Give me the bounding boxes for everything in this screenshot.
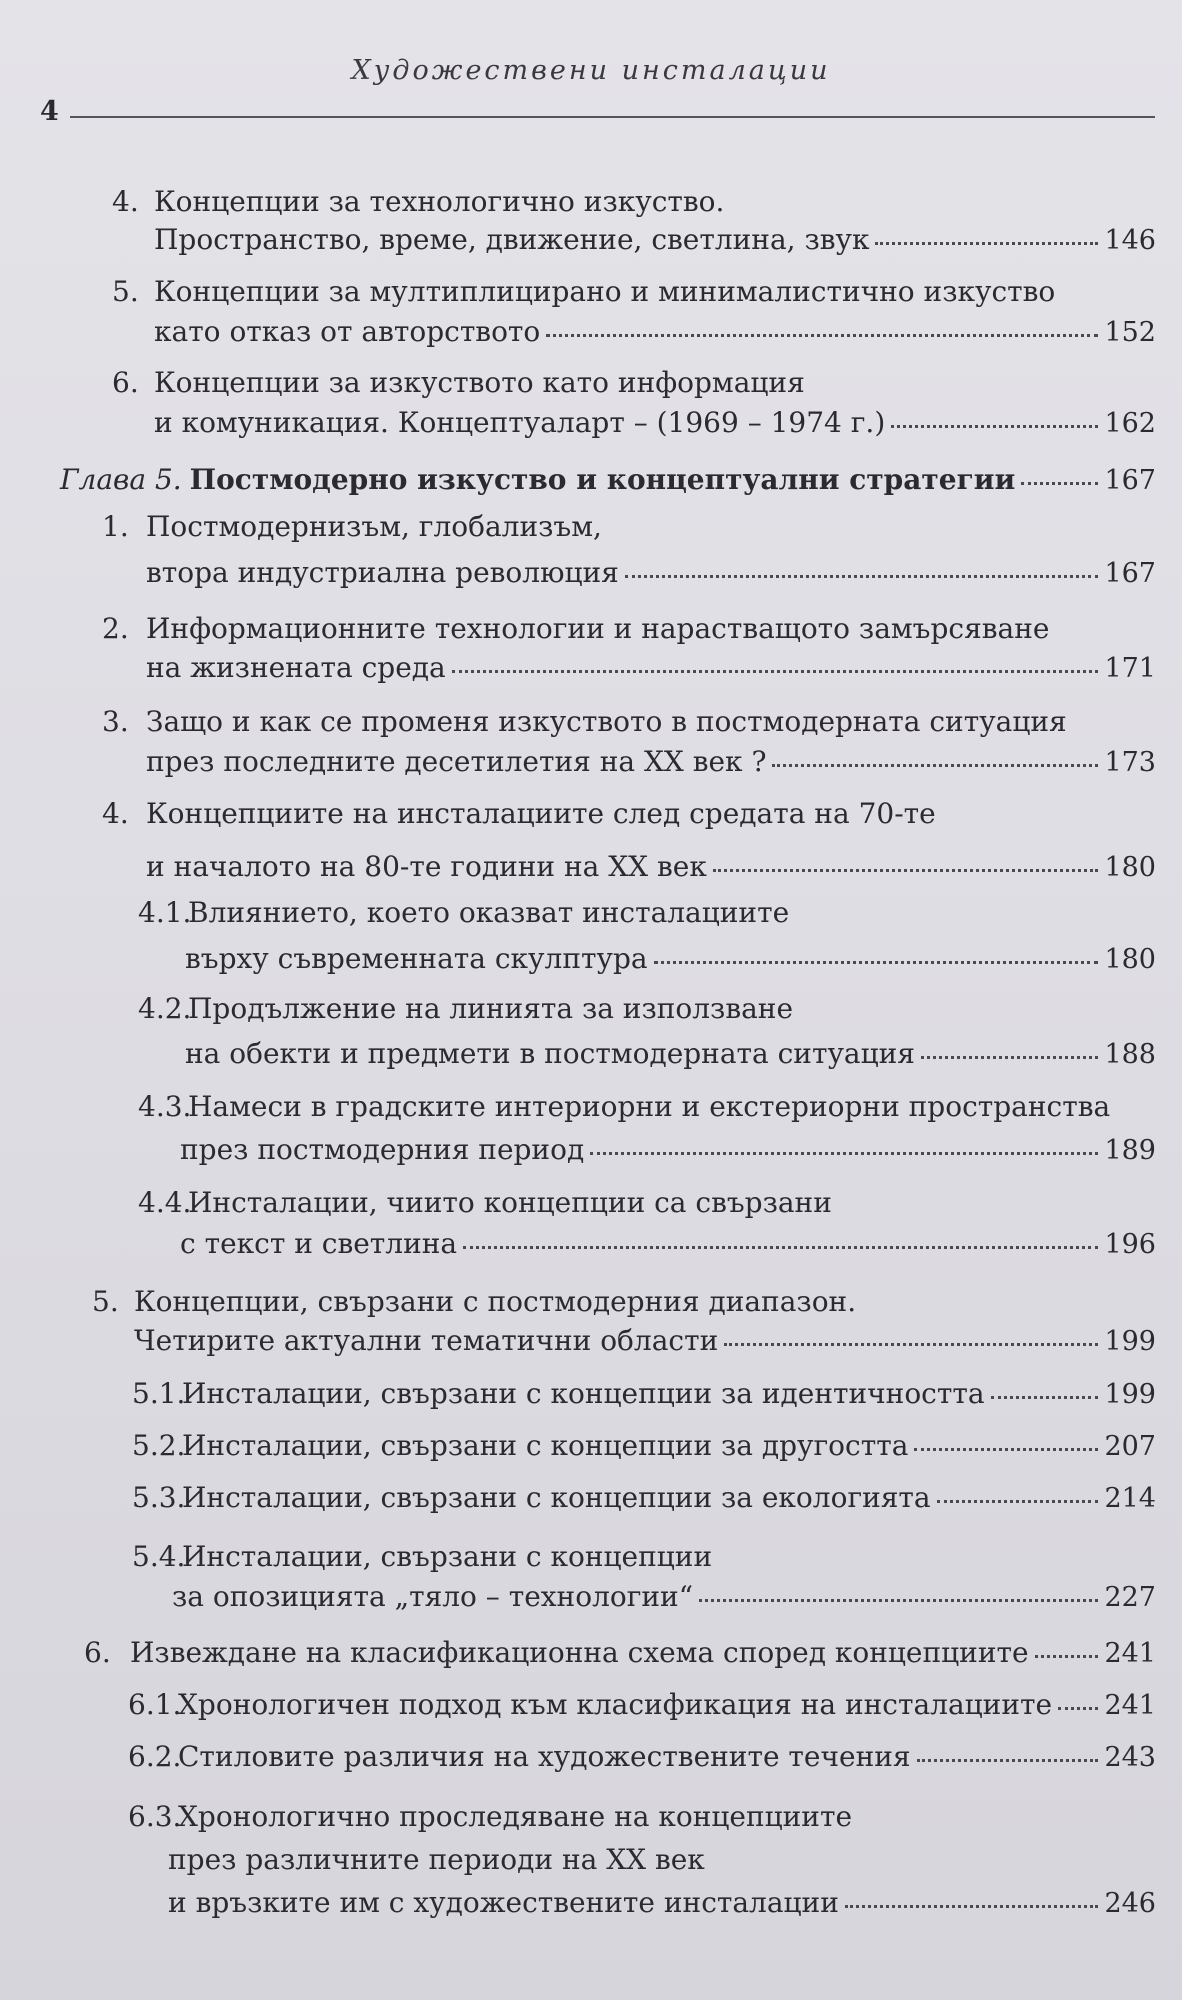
toc-entry-title: Концепции за мултиплицирано и минималистично изкуство — [154, 275, 1056, 308]
toc-subsection-4-3-continued — [180, 1133, 1156, 1168]
toc-section-1-continued — [146, 556, 1156, 591]
toc-entry-title: Инсталации, свързани с концепции за другостта — [182, 1429, 909, 1462]
dot-leader — [937, 1500, 1099, 1503]
dot-leader — [917, 1759, 1099, 1762]
toc-entry-number: 4. — [112, 185, 139, 218]
toc-subsection-5-4-continued — [172, 1580, 1156, 1615]
toc-subsection-4-2 — [138, 992, 793, 1026]
toc-subsection-6-3-continued-2 — [168, 1886, 1156, 1921]
toc-page-number: 207 — [1104, 1431, 1156, 1462]
toc-entry-title: Инсталации, свързани с концепции за идентичността — [182, 1377, 985, 1410]
toc-entry-title: върху съвременната скулптура — [185, 942, 648, 975]
dot-leader — [546, 334, 1098, 337]
toc-entry-4-continued — [154, 223, 1156, 258]
toc-entry-4 — [112, 185, 724, 219]
toc-subsection-4-4 — [138, 1186, 832, 1220]
dot-leader — [914, 1448, 1098, 1451]
header-rule — [70, 116, 1155, 118]
toc-subsection-5-4 — [132, 1540, 712, 1574]
toc-page-number: 196 — [1104, 1229, 1156, 1260]
dot-leader — [724, 1343, 1098, 1346]
toc-entry-title: Концепции за изкуството като информация — [154, 366, 805, 399]
toc-entry-title: и началото на 80-те години на XX век — [146, 850, 707, 883]
toc-entry-number: 5. — [92, 1285, 119, 1318]
toc-entry-title: Стиловите различия на художествените течения — [178, 1740, 911, 1773]
toc-page-number: 167 — [1104, 558, 1156, 589]
page-number: 4 — [40, 96, 59, 127]
toc-entry-title: и комуникация. Концептуаларт – (1969 – 1974 г.) — [154, 406, 886, 439]
toc-page-number: 180 — [1104, 944, 1156, 975]
toc-subsection-5-3 — [132, 1481, 1156, 1516]
toc-entry-title: през последните десетилетия на XX век ? — [146, 745, 767, 778]
toc-entry-number: 2. — [102, 612, 129, 645]
toc-page-number: 189 — [1104, 1135, 1156, 1166]
toc-page-number: 199 — [1104, 1379, 1156, 1410]
toc-entry-title: на обекти и предмети в постмодерната ситуация — [185, 1037, 915, 1070]
toc-entry-title: Хронологично проследяване на концепциите — [178, 1800, 853, 1833]
toc-entry-title: Извеждане на класификационна схема според концепциите — [130, 1636, 1029, 1669]
toc-entry-5 — [112, 275, 1055, 309]
toc-section-1 — [102, 510, 602, 544]
toc-entry-title: Защо и как се променя изкуството в постмодерната ситуация — [146, 705, 1067, 738]
toc-subsection-4-3 — [138, 1090, 1110, 1124]
toc-entry-title: Инсталации, свързани с концепции — [182, 1540, 713, 1573]
toc-entry-title: Информационните технологии и нарастващото замърсяване — [146, 612, 1050, 645]
dot-leader — [1021, 482, 1098, 485]
toc-entry-number: 6.3. — [128, 1800, 182, 1833]
toc-entry-title: Влиянието, което оказват инсталациите — [188, 896, 790, 929]
toc-section-4 — [102, 797, 936, 831]
dot-leader — [1058, 1707, 1098, 1710]
toc-subsection-5-2 — [132, 1429, 1156, 1464]
toc-section-5-continued — [134, 1324, 1156, 1359]
toc-page-number: 171 — [1104, 653, 1156, 684]
toc-entry-6-continued — [154, 406, 1156, 441]
dot-leader — [991, 1396, 1099, 1399]
toc-subsection-6-1 — [128, 1688, 1156, 1723]
toc-entry-title: втора индустриална революция — [146, 556, 619, 589]
toc-entry-title: Четирите актуални тематични области — [134, 1324, 719, 1357]
toc-entry-title: Концепции за технологично изкуство. — [154, 185, 725, 218]
toc-section-4-continued — [146, 850, 1156, 885]
toc-page-number: 188 — [1104, 1039, 1156, 1070]
toc-page-number: 146 — [1104, 225, 1156, 256]
toc-entry-6 — [112, 366, 805, 400]
dot-leader — [921, 1056, 1098, 1059]
dot-leader — [845, 1905, 1099, 1908]
toc-section-2 — [102, 612, 1049, 646]
toc-entry-number: 5.1. — [132, 1377, 186, 1410]
chapter-title: Постмодерно изкуство и концептуални стратегии — [189, 463, 1016, 496]
toc-page-number: 180 — [1104, 852, 1156, 883]
toc-entry-title: Инсталации, свързани с концепции за екологията — [182, 1481, 931, 1514]
toc-entry-number: 4.1. — [138, 896, 192, 929]
toc-entry-title: на жизнената среда — [146, 651, 446, 684]
toc-entry-number: 6.2. — [128, 1740, 182, 1773]
toc-entry-number: 5.4. — [132, 1540, 186, 1573]
dot-leader — [713, 869, 1099, 872]
toc-entry-title: Постмодернизъм, глобализъм, — [146, 510, 602, 543]
dot-leader — [875, 242, 1098, 245]
toc-chapter-5 — [60, 463, 1156, 498]
toc-subsection-4-1 — [138, 896, 789, 930]
toc-entry-number: 4.2. — [138, 992, 192, 1025]
toc-entry-title: Концепции, свързани с постмодерния диапазон. — [134, 1285, 857, 1318]
toc-subsection-6-3 — [128, 1800, 852, 1834]
toc-page-number: 241 — [1104, 1638, 1156, 1669]
toc-entry-title: Продължение на линията за използване — [188, 992, 794, 1025]
toc-subsection-6-2 — [128, 1740, 1156, 1775]
toc-section-6 — [84, 1636, 1156, 1671]
toc-section-5 — [92, 1285, 856, 1319]
toc-entry-number: 1. — [102, 510, 129, 543]
running-title: Художествени инсталации — [351, 55, 831, 86]
toc-entry-number: 5.2. — [132, 1429, 186, 1462]
toc-entry-title: Хронологичен подход към класификация на инсталациите — [178, 1688, 1053, 1721]
toc-entry-number: 3. — [102, 705, 129, 738]
toc-entry-number: 6.1. — [128, 1688, 182, 1721]
toc-entry-title: като отказ от авторството — [154, 315, 541, 348]
toc-entry-title: през постмодерния период — [180, 1133, 585, 1166]
toc-entry-number: 5. — [112, 275, 139, 308]
toc-page-number: 246 — [1104, 1888, 1156, 1919]
dot-leader — [590, 1152, 1098, 1155]
dot-leader — [699, 1599, 1098, 1602]
toc-subsection-4-4-continued — [180, 1227, 1156, 1262]
toc-entry-title: през различните периоди на XX век — [168, 1843, 705, 1876]
toc-page-number: 167 — [1104, 465, 1156, 496]
dot-leader — [463, 1246, 1098, 1249]
toc-page-number: 173 — [1104, 747, 1156, 778]
toc-section-3-continued — [146, 745, 1156, 780]
dot-leader — [1035, 1655, 1099, 1658]
toc-entry-title: Концепциите на инсталациите след средата на 70-те — [146, 797, 936, 830]
dot-leader — [654, 961, 1099, 964]
dot-leader — [891, 425, 1098, 428]
toc-entry-number: 6. — [84, 1636, 111, 1669]
toc-entry-5-continued — [154, 315, 1156, 350]
toc-page-number: 241 — [1104, 1690, 1156, 1721]
toc-entry-number: 4. — [102, 797, 129, 830]
toc-entry-title: Инсталации, чиито концепции са свързани — [188, 1186, 832, 1219]
toc-page-number: 243 — [1104, 1742, 1156, 1773]
toc-page-number: 152 — [1104, 317, 1156, 348]
toc-entry-number: 6. — [112, 366, 139, 399]
toc-section-2-continued — [146, 651, 1156, 686]
toc-entry-title: с текст и светлина — [180, 1227, 458, 1260]
toc-entry-title: Пространство, време, движение, светлина, звук — [154, 223, 870, 256]
toc-subsection-4-1-continued — [185, 942, 1156, 977]
toc-page-number: 214 — [1104, 1483, 1156, 1514]
toc-subsection-4-2-continued — [185, 1037, 1156, 1072]
chapter-label: Глава 5. — [60, 463, 182, 496]
toc-entry-number: 5.3. — [132, 1481, 186, 1514]
toc-subsection-6-3-continued — [168, 1843, 705, 1877]
dot-leader — [452, 670, 1099, 673]
toc-entry-title: и връзките им с художествените инсталации — [168, 1886, 839, 1919]
toc-page-number: 199 — [1104, 1326, 1156, 1357]
dot-leader — [772, 764, 1098, 767]
toc-entry-title: за опозицията „тяло – технологии“ — [172, 1580, 694, 1613]
toc-page-number: 162 — [1104, 408, 1156, 439]
toc-section-3 — [102, 705, 1067, 739]
toc-entry-number: 4.4. — [138, 1186, 192, 1219]
toc-entry-title: Намеси в градските интериорни и екстериорни пространства — [188, 1090, 1111, 1123]
toc-subsection-5-1 — [132, 1377, 1156, 1412]
dot-leader — [625, 575, 1099, 578]
toc-entry-number: 4.3. — [138, 1090, 192, 1123]
toc-page-number: 227 — [1104, 1582, 1156, 1613]
